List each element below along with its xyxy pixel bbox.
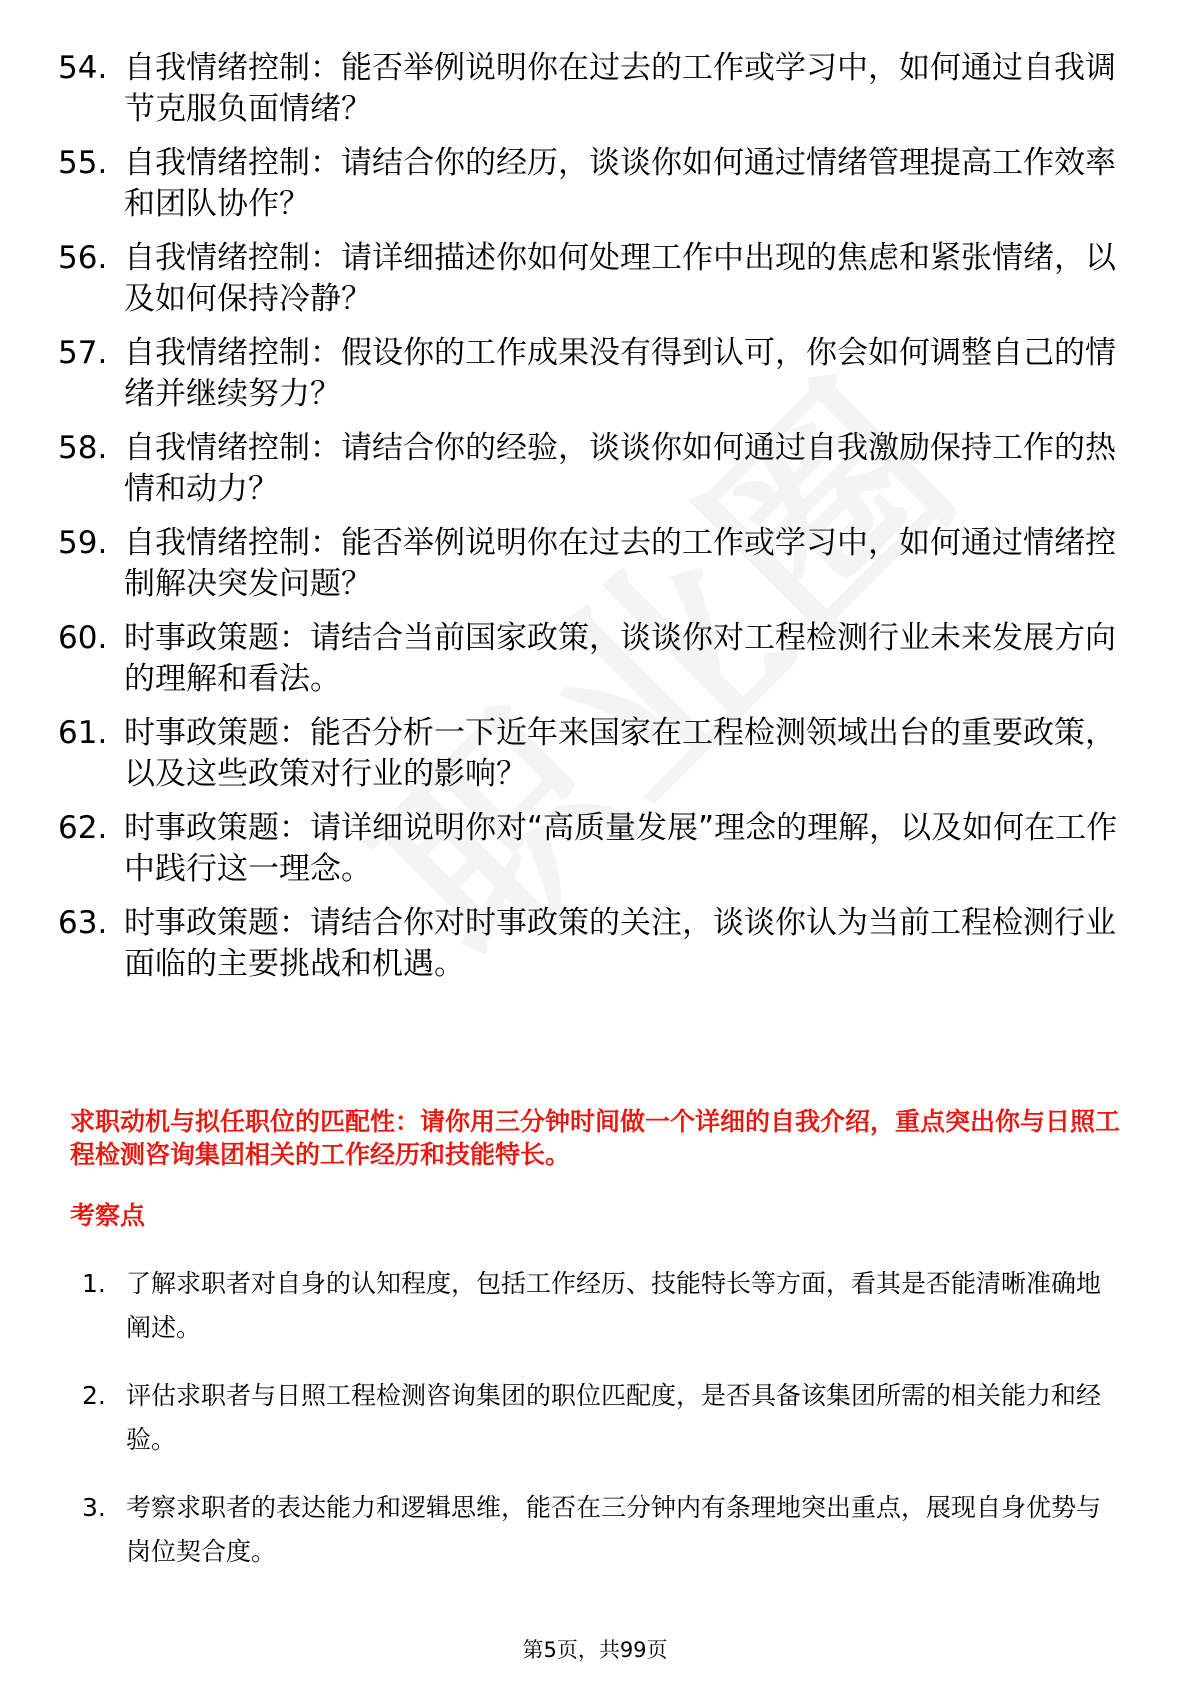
points-label: 考察点: [70, 1201, 146, 1230]
point-text: 了解求职者对自身的认知程度，包括工作经历、技能特长等方面，看其是否能清晰准确地阐述。: [126, 1269, 1102, 1342]
assessment-points-list: [82, 1262, 1122, 1598]
question-text: 时事政策题：请结合你对时事政策的关注，谈谈你认为当前工程检测行业面临的主要挑战和机遇。: [124, 905, 1116, 982]
point-number: 2.: [82, 1381, 106, 1410]
question-item: [58, 143, 1118, 225]
question-number: 56.: [58, 240, 108, 276]
question-text: 时事政策题：请结合当前国家政策，谈谈你对工程检测行业未来发展方向的理解和看法。: [124, 620, 1116, 697]
question-number: 61.: [58, 715, 108, 751]
question-text: 自我情绪控制：请结合你的经历，谈谈你如何通过情绪管理提高工作效率和团队协作？: [124, 145, 1116, 222]
point-text: 考察求职者的表达能力和逻辑思维，能否在三分钟内有条理地突出重点，展现自身优势与岗位契合度。: [126, 1493, 1102, 1566]
point-number: 1.: [82, 1269, 106, 1298]
question-item: [58, 48, 1118, 130]
question-text: 时事政策题：能否分析一下近年来国家在工程检测领域出台的重要政策，以及这些政策对行业的影响？: [124, 715, 1116, 792]
question-number: 60.: [58, 620, 108, 656]
question-text: 自我情绪控制：能否举例说明你在过去的工作或学习中，如何通过自我调节克服负面情绪？: [124, 50, 1116, 127]
question-text: 自我情绪控制：请详细描述你如何处理工作中出现的焦虑和紧张情绪，以及如何保持冷静？: [124, 240, 1116, 317]
question-list: [58, 48, 1118, 998]
question-text: 自我情绪控制：请结合你的经验，谈谈你如何通过自我激励保持工作的热情和动力？: [124, 430, 1116, 507]
question-item: [58, 618, 1118, 700]
question-number: 59.: [58, 525, 108, 561]
point-text: 评估求职者与日照工程检测咨询集团的职位匹配度，是否具备该集团所需的相关能力和经验。: [126, 1381, 1102, 1454]
question-number: 62.: [58, 810, 108, 846]
question-number: 57.: [58, 335, 108, 371]
question-item: [58, 523, 1118, 605]
question-item: [58, 713, 1118, 795]
question-item: [58, 238, 1118, 320]
assessment-point: [82, 1262, 1122, 1350]
section-heading: 求职动机与拟任职位的匹配性：请你用三分钟时间做一个详细的自我介绍，重点突出你与日照工程检测咨询集团相关的工作经历和技能特长。: [70, 1107, 1121, 1169]
page-footer: 第5页，共99页: [522, 1638, 668, 1662]
question-item: [58, 428, 1118, 510]
question-number: 63.: [58, 905, 108, 941]
question-item: [58, 333, 1118, 415]
point-number: 3.: [82, 1493, 106, 1522]
assessment-point: [82, 1486, 1122, 1574]
question-text: 自我情绪控制：假设你的工作成果没有得到认可，你会如何调整自己的情绪并继续努力？: [124, 335, 1116, 412]
question-number: 58.: [58, 430, 108, 466]
question-number: 55.: [58, 145, 108, 181]
question-item: [58, 903, 1118, 985]
question-number: 54.: [58, 50, 108, 86]
assessment-point: [82, 1374, 1122, 1462]
question-text: 自我情绪控制：能否举例说明你在过去的工作或学习中，如何通过情绪控制解决突发问题？: [124, 525, 1116, 602]
question-item: [58, 808, 1118, 890]
question-text: 时事政策题：请详细说明你对“高质量发展”理念的理解，以及如何在工作中践行这一理念。: [124, 810, 1118, 887]
